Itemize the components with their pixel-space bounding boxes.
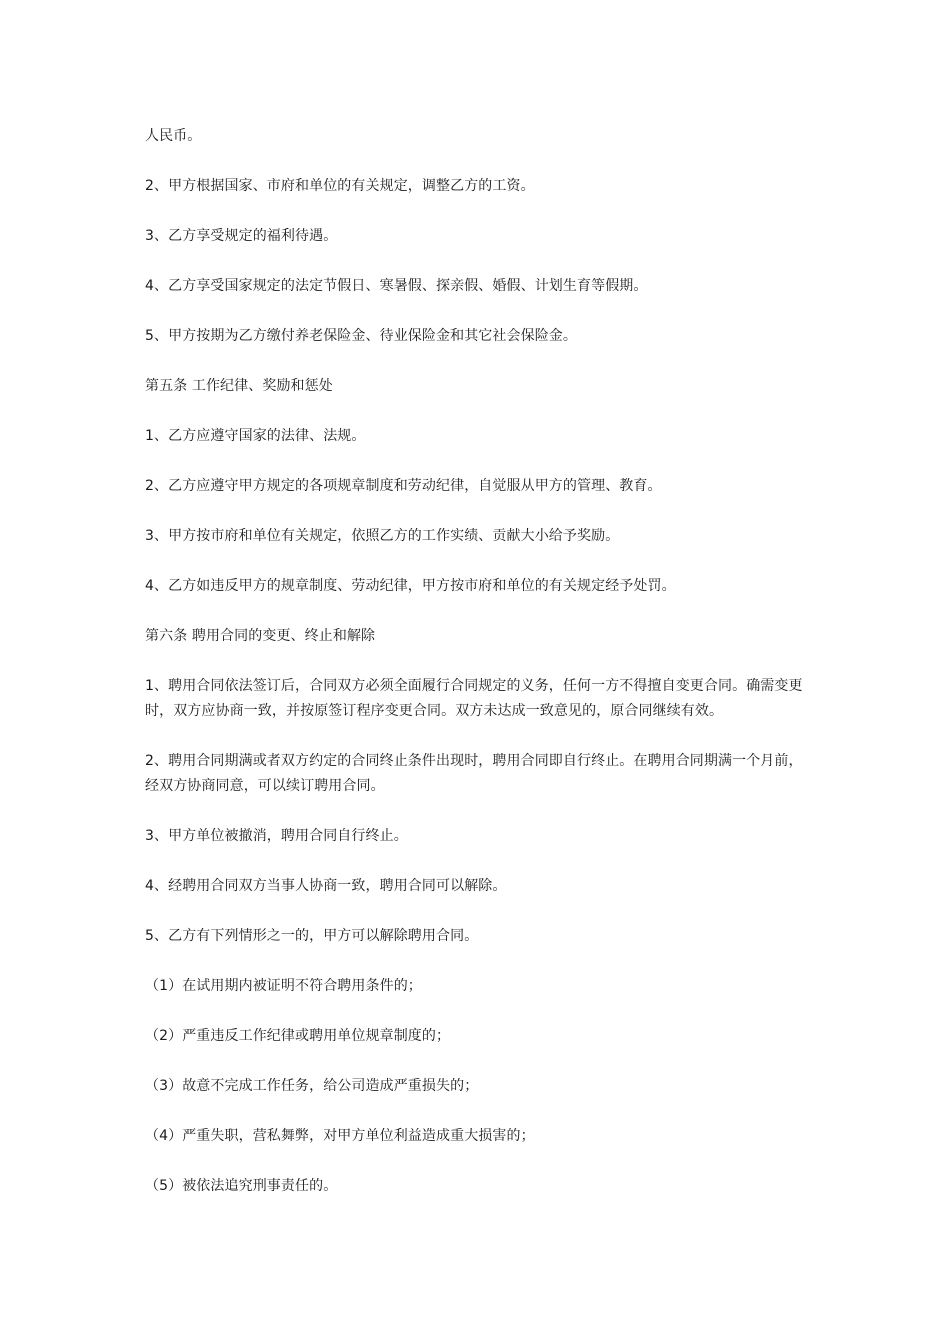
paragraph: 4、经聘用合同双方当事人协商一致，聘用合同可以解除。: [145, 878, 507, 894]
paragraph: 2、聘用合同期满或者双方约定的合同终止条件出现时，聘用合同即自行终止。在聘用合同期满一个月前，经双方协商同意，可以续订聘用合同。: [145, 753, 803, 794]
paragraph: 5、乙方有下列情形之一的，甲方可以解除聘用合同。: [145, 928, 479, 944]
list-item: （4）严重失职，营私舞弊，对甲方单位利益造成重大损害的；: [145, 1128, 535, 1144]
paragraph: 3、乙方享受规定的福利待遇。: [145, 228, 338, 244]
list-item: （2）严重违反工作纪律或聘用单位规章制度的；: [145, 1028, 451, 1044]
paragraph: 1、乙方应遵守国家的法律、法规。: [145, 428, 366, 444]
list-item: （3）故意不完成工作任务，给公司造成严重损失的；: [145, 1078, 479, 1094]
list-item: （1）在试用期内被证明不符合聘用条件的；: [145, 978, 422, 994]
paragraph: 4、乙方享受国家规定的法定节假日、寒暑假、探亲假、婚假、计划生育等假期。: [145, 278, 648, 294]
section-heading: 第六条 聘用合同的变更、终止和解除: [145, 628, 376, 644]
paragraph: 4、乙方如违反甲方的规章制度、劳动纪律，甲方按市府和单位的有关规定经予处罚。: [145, 578, 676, 594]
document-body: [145, 124, 810, 1224]
paragraph: 1、聘用合同依法签订后，合同双方必须全面履行合同规定的义务，任何一方不得擅自变更合同。确需变更时，双方应协商一致，并按原签订程序变更合同。双方未达成一致意见的，原合同继续有效。: [145, 678, 803, 719]
section-heading: 第五条 工作纪律、奖励和惩处: [145, 378, 333, 394]
list-item: （5）被依法追究刑事责任的。: [145, 1178, 338, 1194]
paragraph: 2、乙方应遵守甲方规定的各项规章制度和劳动纪律，自觉服从甲方的管理、教育。: [145, 478, 662, 494]
paragraph: 人民币。: [145, 128, 202, 144]
paragraph: 3、甲方单位被撤消，聘用合同自行终止。: [145, 828, 408, 844]
paragraph: 2、甲方根据国家、市府和单位的有关规定，调整乙方的工资。: [145, 178, 535, 194]
paragraph: 5、甲方按期为乙方缴付养老保险金、待业保险金和其它社会保险金。: [145, 328, 578, 344]
paragraph: 3、甲方按市府和单位有关规定，依照乙方的工作实绩、贡献大小给予奖励。: [145, 528, 620, 544]
